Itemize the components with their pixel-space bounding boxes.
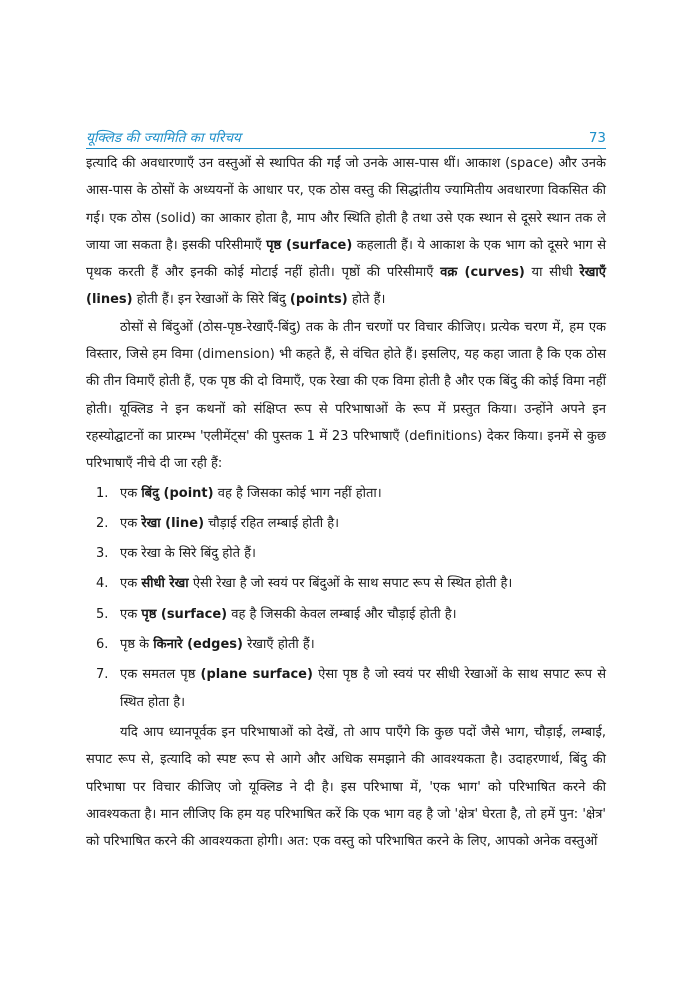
definition-number: 5. (96, 606, 109, 622)
chapter-title: यूक्लिड की ज्यामिति का परिचय (86, 130, 241, 146)
definition-number: 3. (96, 546, 109, 562)
term-curves: वक्र (curves) (440, 265, 525, 281)
definition-item: 7. एक समतल पृष्ठ (plane surface) ऐसा पृष्ठ है जो स्वयं पर सीधी रेखाओं के साथ सपाट रूप से स्थित होता है। (86, 661, 606, 716)
definition-item: 2. एक रेखा (line) चौड़ाई रहित लम्बाई होती है। (86, 510, 606, 537)
definition-number: 4. (96, 576, 109, 592)
definition-number: 6. (96, 637, 109, 653)
definition-number: 2. (96, 515, 109, 531)
definition-item: 1. एक बिंदु (point) वह है जिसका कोई भाग नहीं होता। (86, 480, 606, 507)
definition-item: 5. एक पृष्ठ (surface) वह है जिसकी केवल लम्बाई और चौड़ाई होती है। (86, 601, 606, 628)
term-lines: रेखाएँ (lines) (86, 265, 606, 308)
page-number: 73 (588, 130, 606, 146)
definitions-list (86, 480, 606, 716)
running-header (86, 124, 606, 146)
definition-number: 7. (96, 667, 109, 683)
paragraph-dimensions: ठोसों से बिंदुओं (ठोस-पृष्ठ-रेखाएँ-बिंदु) तक के तीन चरणों पर विचार कीजिए। प्रत्येक चरण में, हम एक विस्तार, जिसे हम विमा (dimension) भी कहते हैं, से वंचित होते हैं। इसलिए, यह कहा जाता है कि एक ठोस की तीन विमाएँ होती हैं, एक पृष्ठ की दो विमाएँ, एक रेखा की एक विमा होती है और एक बिंदु की कोई विमा नहीं होती। यूक्लिड ने इन कथनों को संक्षिप्त रूप से परिभाषाओं के रूप में प्रस्तुत किया। उन्होंने अपने इन रहस्योद्घाटनों का प्रारम्भ 'एलीमेंट्स' की पुस्तक 1 में 23 परिभाषाएँ (definitions) देकर किया। इनमें से कुछ परिभाषाएँ नीचे दी जा रही हैं: (86, 319, 606, 472)
term-surface: पृष्ठ (surface) (266, 237, 353, 253)
definition-number: 1. (96, 485, 109, 501)
paragraph-terms: यदि आप ध्यानपूर्वक इन परिभाषाओं को देखें, तो आप पाएँगे कि कुछ पदों जैसे भाग, चौड़ाई, लम्बाई, सपाट रूप से, इत्यादि को स्पष्ट रूप से आगे और अधिक समझाने की आवश्यकता है। उदाहरणार्थ, बिंदु की परिभाषा पर विचार कीजिए जो यूक्लिड ने दी है। इस परिभाषा में, 'एक भाग' को परिभाषित करने की आवश्यकता है। मान लीजिए कि हम यह परिभाषित करें कि एक भाग वह है जो 'क्षेत्र' घेरता है, तो हमें पुन: 'क्षेत्र' को परिभाषित करने की आवश्यकता होगी। अत: एक वस्तु को परिभाषित करने के लिए, आपको अनेक वस्तुओं (86, 724, 606, 850)
paragraph-solids: इत्यादि की अवधारणाएँ उन वस्तुओं से स्थापित की गईं जो उनके आस-पास थीं। आकाश (space) और उनके आस-पास के ठोसों के अध्ययनों के आधार पर, एक ठोस वस्तु की सिद्धांतीय ज्यामितीय अवधारणा विकसित की गई। एक ठोस (solid) का आकार होता है, माप और स्थिति होती है तथा उसे एक स्थान से दूसरे स्थान तक ले जाया जा सकता है। इसकी परिसीमाएँ पृष्ठ (surface) कहलाती हैं। ये आकाश के एक भाग को दूसरे भाग से पृथक करती हैं और इनकी कोई मोटाई नहीं होती। पृष्ठों की परिसीमाएँ वक्र (curves) या सीधी रेखाएँ (lines) होती हैं। इन रेखाओं के सिरे बिंदु (points) होते हैं। (86, 156, 606, 308)
definition-item: 6. पृष्ठ के किनारे (edges) रेखाएँ होती हैं। (86, 631, 606, 658)
definition-item: 4. एक सीधी रेखा ऐसी रेखा है जो स्वयं पर बिंदुओं के साथ सपाट रूप से स्थित होती है। (86, 570, 606, 597)
page-body (86, 150, 606, 855)
term-points: (points) (289, 292, 348, 308)
definition-item: 3. एक रेखा के सिरे बिंदु होते हैं। (86, 540, 606, 567)
header-divider (86, 148, 606, 149)
